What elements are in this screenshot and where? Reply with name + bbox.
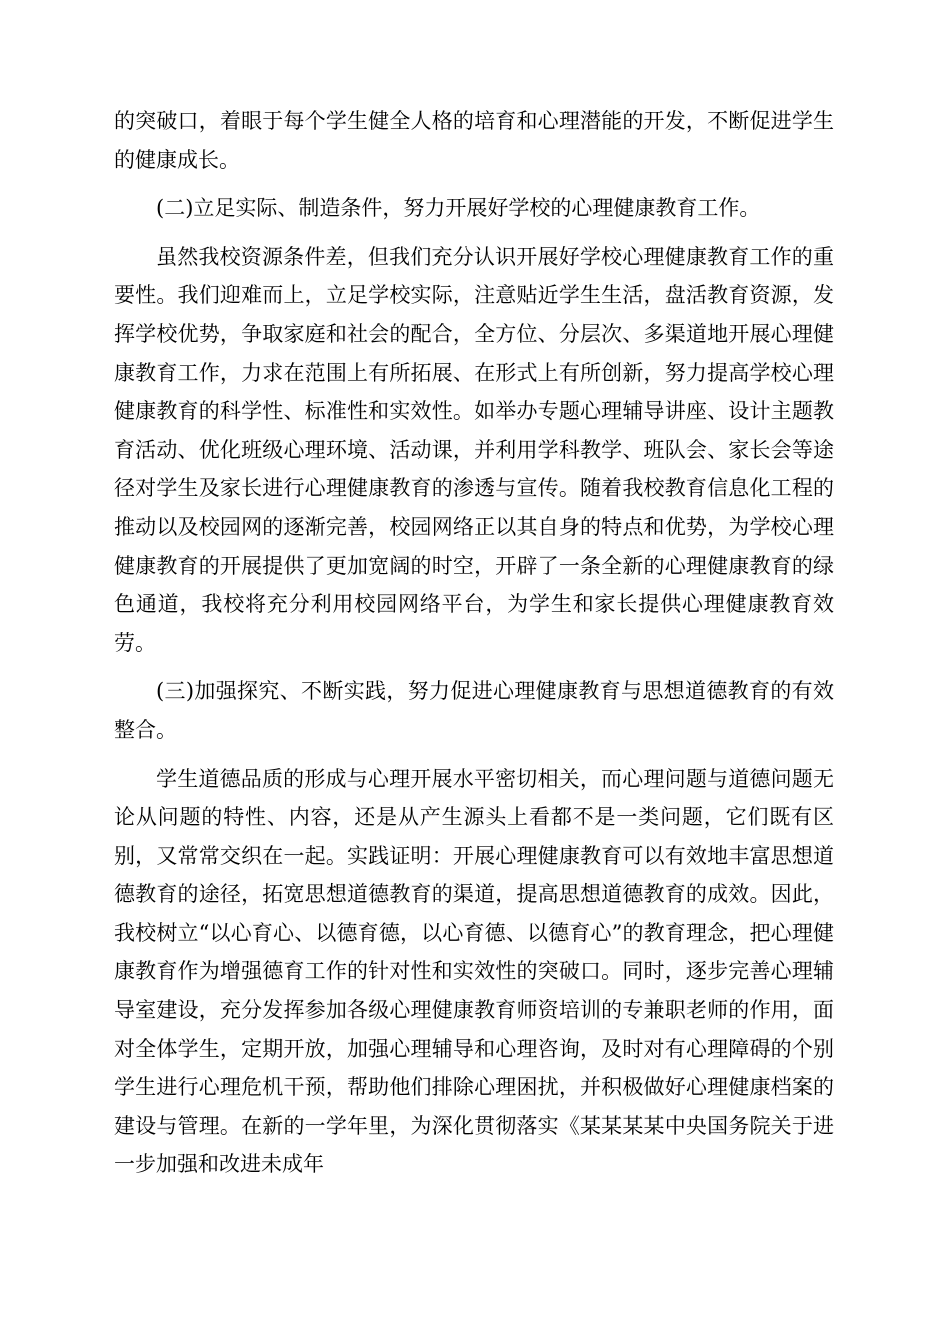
paragraph-moral-education: 学生道德品质的形成与心理开展水平密切相关，而心理问题与道德问题无论从问题的特性、内容，还是从产生源头上看都不是一类问题，它们既有区别，又常常交织在一起。实践证明：开展心理健康教育可以有效地丰富思想道德教育的途径，拓宽思想道德教育的渠道，提高思想道德教育的成效。因此，我校树立“以心育心、以德育德，以心育德、以德育心”的教育理念，把心理健康教育作为增强德育工作的针对性和实效性的突破口。同时，逐步完善心理辅导室建设，充分发挥参加各级心理健康教育师资培训的专兼职老师的作用，面对全体学生，定期开放，加强心理辅导和心理咨询，及时对有心理障碍的个别学生进行心理危机干预，帮助他们排除心理困扰，并积极做好心理健康档案的建设与管理。在新的一学年里，为深化贯彻落实《某某某某中央国务院关于进一步加强和改进未成年 (114, 766, 834, 1177)
document-page (114, 102, 834, 1184)
paragraph-resources: 虽然我校资源条件差，但我们充分认识开展好学校心理健康教育工作的重要性。我们迎难而上，立足学校实际，注意贴近学生生活，盘活教育资源，发挥学校优势，争取家庭和社会的配合，全方位、分层次、多渠道地开展心理健康教育工作，力求在范围上有所拓展、在形式上有所创新，努力提高学校心理健康教育的科学性、标准性和实效性。如举办专题心理辅导讲座、设计主题教育活动、优化班级心理环境、活动课，并利用学科教学、班队会、家长会等途径对学生及家长进行心理健康教育的渗透与宣传。随着我校教育信息化工程的推动以及校园网的逐渐完善，校园网络正以其自身的特点和优势，为学校心理健康教育的开展提供了更加宽阔的时空，开辟了一条全新的心理健康教育的绿色通道，我校将充分利用校园网络平台，为学生和家长提供心理健康教育效劳。 (114, 244, 834, 655)
section-heading-two: (二)立足实际、制造条件，努力开展好学校的心理健康教育工作。 (156, 196, 761, 221)
paragraph-continuation: 的突破口，着眼于每个学生健全人格的培育和心理潜能的开发，不断促进学生的健康成长。 (114, 109, 834, 172)
section-heading-three: (三)加强探究、不断实践，努力促进心理健康教育与思想道德教育的有效整合。 (114, 679, 834, 742)
